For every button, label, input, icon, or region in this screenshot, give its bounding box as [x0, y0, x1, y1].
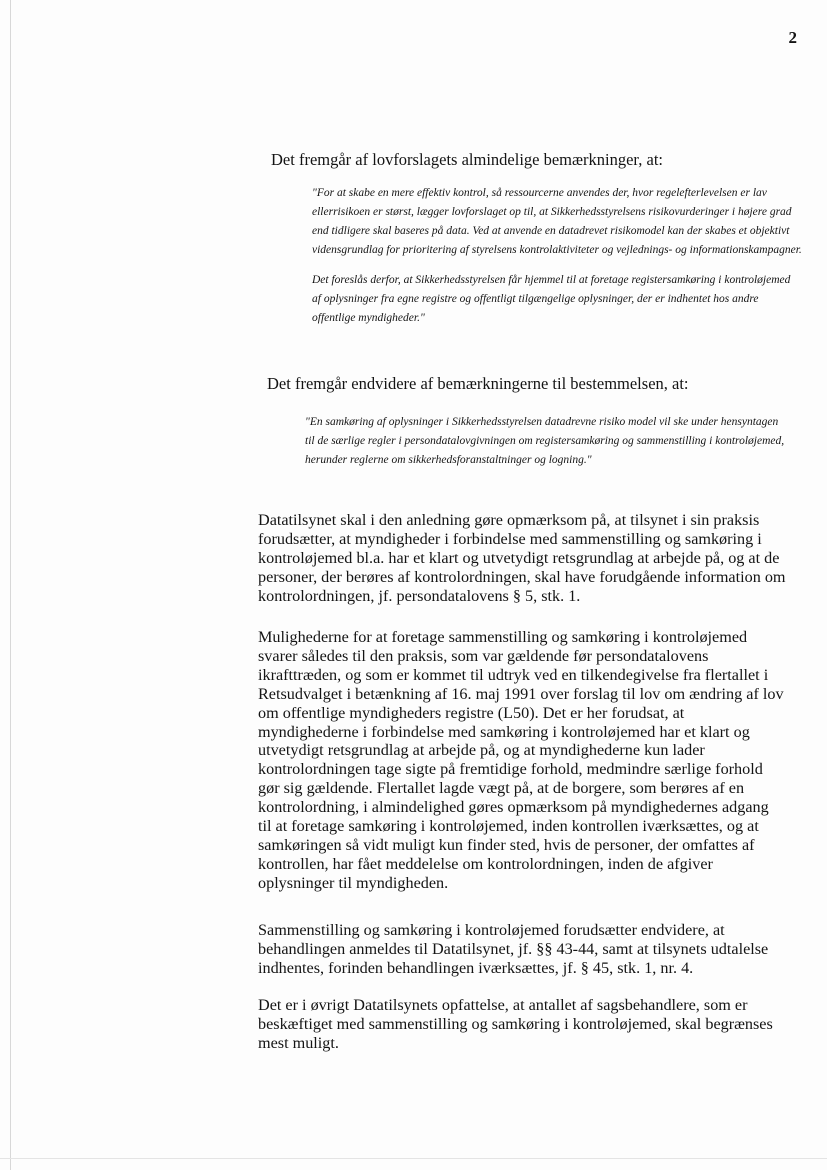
body-paragraph: Det er i øvrigt Datatilsynets opfattelse, at antallet af sagsbehandlere, som er beskæftiget med sammenstilling og samkøring i kontroløjemed, skal begrænses mest muligt.: [258, 996, 773, 1052]
quote-paragraph: Det foreslås derfor, at Sikkerhedsstyrelsen får hjemmel til at foretage registersamkøring i kontroløjemed af oplysninger fra egne registre og offentligt tilgængelige oplysninger, der er indhentet hos andre offentlige myndigheder.": [312, 274, 791, 324]
quote-paragraph: "For at skabe en mere effektiv kontrol, så ressourcerne anvendes der, hvor regelefterlevelsen er lav ellerrisikoen er størst, lægger lovforslaget op til, at Sikkerhedsstyrelsens risikovurderinger i højere grad end tidligere skal baseres på data. Ved at anvende en datadrevet risikomodel kan der skabes et objektivt vidensgrundlag for prioritering af styrelsens kontrolaktiviteter og vejlednings- og informationskampagner.: [312, 187, 802, 256]
intro-heading-general-remarks: Det fremgår af lovforslagets almindelige bemærkninger, at:: [271, 150, 663, 169]
scan-left-edge: [10, 0, 11, 1170]
quote-paragraph: "En samkøring af oplysninger i Sikkerhedsstyrelsen datadrevne risiko model vil ske under hensyntagen til de særlige regler i persondatalovgivningen om registersamkøring og sammenstilling i kontroløjemed, herunder reglerne om sikkerhedsforanstaltninger og logning.": [305, 416, 785, 466]
quote-provision-remarks: [305, 413, 785, 481]
intro-heading-provision-remarks: Det fremgår endvidere af bemærkningerne til bestemmelsen, at:: [267, 374, 689, 393]
scan-bottom-edge: [0, 1158, 827, 1159]
body-paragraph: Datatilsynet skal i den anledning gøre opmærksom på, at tilsynet i sin praksis forudsætter, at myndigheder i forbindelse med sammenstilling og samkøring i kontroløjemed bl.a. har et klart og utvetydigt retsgrundlag at arbejde på, og at de personer, der berøres af kontrolordningen, skal have forudgående information om kontrolordningen, jf. persondatalovens § 5, stk. 1.: [258, 511, 786, 605]
page-number: 2: [788, 28, 797, 47]
body-paragraph: Mulighederne for at foretage sammenstilling og samkøring i kontroløjemed svarer således til den praksis, som var gældende før persondatalovens ikrafttræden, og som er kommet til udtryk ved en tilkendegivelse fra flertallet i Retsudvalget i betænkning af 16. maj 1991 over forslag til lov om ændring af lov om offentlige myndigheders registre (L50). Det er her forudsat, at myndighederne i forbindelse med samkøring i kontroløjemed har et klart og utvetydigt retsgrundlag at arbejde på, og at myndighederne kun lader kontrolordningen tage sigte på fremtidige forhold, medmindre særlige forhold gør sig gældende. Flertallet lagde vægt på, at de borgere, som berøres af en kontrolordning, i almindelighed gøres opmærksom på myndighedernes adgang til at foretage samkøring i kontroløjemed, inden kontrollen iværksættes, og at samkøringen så vidt muligt kun finder sted, hvis de personer, der omfattes af kontrollen, har fået meddelelse om kontrolordningen, inden de afgiver oplysninger til myndigheden.: [258, 628, 784, 892]
body-paragraph: Sammenstilling og samkøring i kontroløjemed forudsætter endvidere, at behandlingen anmeldes til Datatilsynet, jf. §§ 43-44, samt at tilsynets udtalelse indhentes, forinden behandlingen iværksættes, jf. § 45, stk. 1, nr. 4.: [258, 921, 769, 977]
quote-general-remarks: [312, 184, 802, 339]
